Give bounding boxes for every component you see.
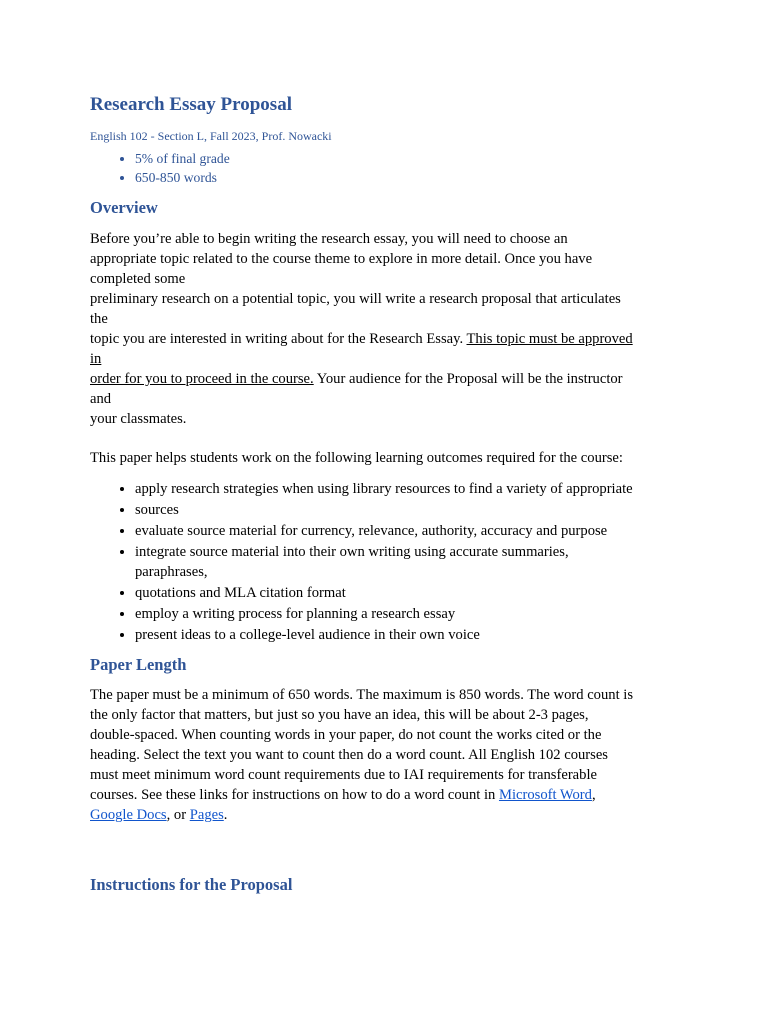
text-line: your classmates. xyxy=(90,411,187,427)
paper-length-heading: Paper Length xyxy=(90,655,187,674)
microsoft-word-link[interactable]: Microsoft Word xyxy=(498,787,592,803)
approval-requirement: order for you to proceed in the course. xyxy=(90,371,314,387)
outcomes-intro: This paper helps students work on the following learning outcomes required for the course: xyxy=(90,450,623,466)
text-line xyxy=(90,805,690,825)
text-run: , or xyxy=(166,807,190,823)
text-line: the xyxy=(90,311,108,327)
text-line: appropriate topic related to the course theme to explore in more detail. Once you have xyxy=(90,251,593,267)
google-docs-link[interactable]: Google Docs xyxy=(90,807,167,823)
list-item: • 650-850 words xyxy=(135,169,690,188)
text-run: topic you are interested in writing about for the Research Essay. xyxy=(90,331,467,347)
outcomes-list xyxy=(90,479,690,645)
list-item: • 5% of final grade xyxy=(135,150,690,169)
paper-length-paragraph xyxy=(90,685,690,825)
text-line: Before you’re able to begin writing the research essay, you will need to choose an xyxy=(90,231,568,247)
text-run: courses. See these links for instructions on how to do a word count in xyxy=(90,787,499,803)
text-line: the only factor that matters, but just so you have an idea, this will be about 2-3 pages, xyxy=(90,707,589,723)
course-subtitle: English 102 - Section L, Fall 2023, Prof. Nowacki xyxy=(90,129,332,143)
text-line xyxy=(90,369,690,389)
text-line: must meet minimum word count requirements due to IAI requirements for transferable xyxy=(90,767,597,783)
text-line: completed some xyxy=(90,271,186,287)
approval-requirement: This topic must be approved xyxy=(466,331,633,347)
grading-list xyxy=(90,150,690,187)
pages-link[interactable]: Pages xyxy=(189,807,224,823)
list-item: • evaluate source material for currency, relevance, authority, accuracy and purpose xyxy=(135,521,690,541)
overview-heading: Overview xyxy=(90,198,158,217)
list-item: • employ a writing process for planning a research essay xyxy=(135,604,690,624)
list-item: • present ideas to a college-level audience in their own voice xyxy=(135,625,690,645)
document-body xyxy=(90,92,690,896)
list-item: • integrate source material into their own writing using accurate summaries, paraphrases, xyxy=(135,542,690,582)
overview-paragraph xyxy=(90,229,690,429)
instructions-heading: Instructions for the Proposal xyxy=(90,875,293,894)
text-run: Your audience for the Proposal will be the instructor xyxy=(313,371,623,387)
list-item: • apply research strategies when using library resources to find a variety of appropriate xyxy=(135,479,690,499)
text-line xyxy=(90,349,690,369)
text-line: and xyxy=(90,391,112,407)
text-line xyxy=(90,785,690,805)
list-item: • sources xyxy=(135,500,690,520)
text-run: , xyxy=(591,787,596,803)
text-line: The paper must be a minimum of 650 words. The maximum is 850 words. The word count is xyxy=(90,687,634,703)
text-line: heading. Select the text you want to count then do a word count. All English 102 courses xyxy=(90,747,608,763)
approval-requirement: in xyxy=(90,351,102,367)
text-run: . xyxy=(223,807,228,823)
page-title: Research Essay Proposal xyxy=(90,94,292,115)
text-line: double-spaced. When counting words in your paper, do not count the works cited or the xyxy=(90,727,602,743)
text-line xyxy=(90,329,690,349)
list-item: • quotations and MLA citation format xyxy=(135,583,690,603)
text-line: preliminary research on a potential topic, you will write a research proposal that articulates xyxy=(90,291,621,307)
